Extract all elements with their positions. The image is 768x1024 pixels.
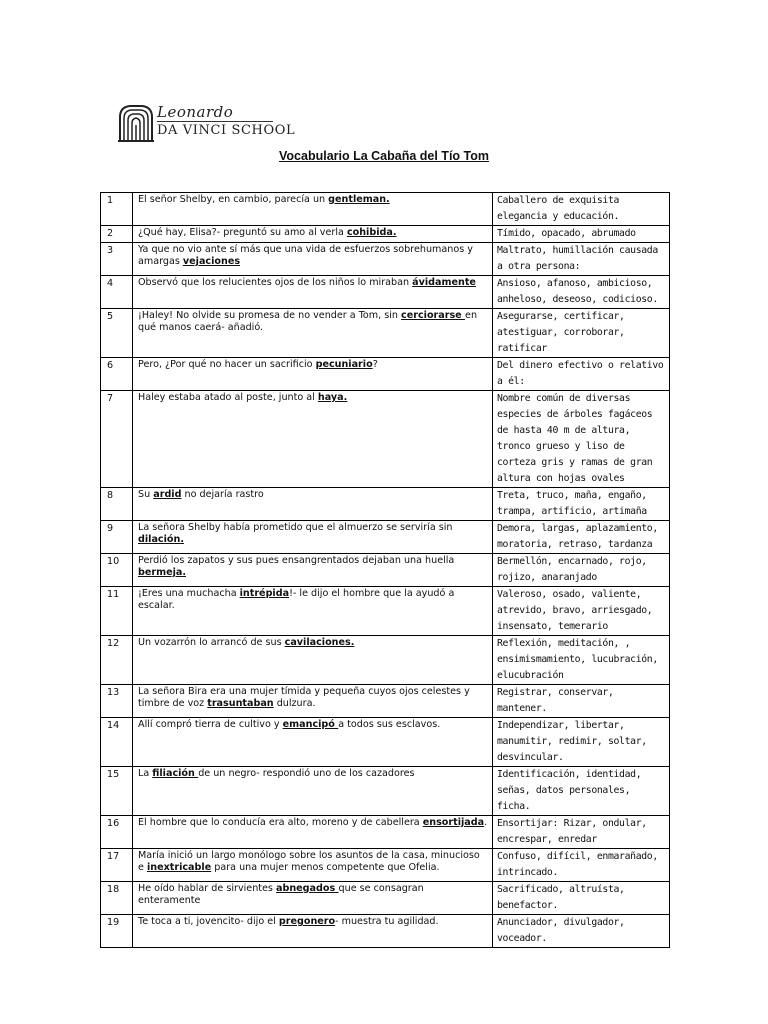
vocabulary-word: ensortijada — [422, 817, 485, 828]
table-row — [101, 554, 670, 587]
row-number: 9 — [101, 521, 133, 554]
vocabulary-word: pregonero — [278, 916, 336, 927]
sentence-after: . — [484, 817, 488, 828]
example-sentence — [133, 226, 493, 243]
table-row — [101, 587, 670, 636]
sentence-before: Observó que los relucientes ojos de los niños lo miraban — [138, 277, 413, 288]
sentence-after: dulzura. — [273, 698, 316, 709]
table-row — [101, 391, 670, 488]
sentence-after: en qué manos caerá- añadió. — [138, 310, 478, 333]
vocabulary-word: gentleman. — [328, 194, 390, 205]
definition: Ensortijar: Rizar, ondular, encrespar, enredar — [493, 816, 670, 849]
example-sentence — [133, 554, 493, 587]
example-sentence — [133, 915, 493, 948]
sentence-after: no dejaría rastro — [181, 489, 264, 500]
page-title: Vocabulario La Cabaña del Tío Tom — [279, 149, 489, 163]
table-row — [101, 767, 670, 816]
example-sentence — [133, 849, 493, 882]
sentence-before: Te toca a ti, jovencito- dijo el — [138, 916, 279, 927]
row-number: 7 — [101, 391, 133, 488]
row-number: 10 — [101, 554, 133, 587]
vocabulary-word: inextricable — [146, 862, 212, 873]
example-sentence — [133, 636, 493, 685]
example-sentence — [133, 521, 493, 554]
row-number: 8 — [101, 488, 133, 521]
school-logo — [117, 103, 317, 147]
sentence-before: La señora Bira era una mujer tímida y pequeña cuyos ojos celestes y timbre de voz — [138, 686, 470, 709]
vocabulary-word: trasuntaban — [207, 698, 274, 709]
example-sentence — [133, 767, 493, 816]
definition: Asegurarse, certificar, atestiguar, corroborar, ratificar — [493, 309, 670, 358]
table-row — [101, 488, 670, 521]
sentence-before: ¿Qué hay, Elisa?- preguntó su amo al verla — [138, 227, 347, 238]
sentence-after: ? — [372, 359, 378, 370]
row-number: 15 — [101, 767, 133, 816]
example-sentence — [133, 882, 493, 915]
vocabulary-word: intrépida — [239, 588, 290, 599]
row-number: 14 — [101, 718, 133, 767]
sentence-before: El señor Shelby, en cambio, parecía un — [138, 194, 329, 205]
example-sentence — [133, 391, 493, 488]
sentence-before: El hombre que lo conducía era alto, moreno y de cabellera — [138, 817, 423, 828]
definition: Tímido, opacado, abrumado — [493, 226, 670, 243]
table-row — [101, 718, 670, 767]
vocabulary-word: ávidamente — [412, 277, 476, 288]
vocabulary-word: pecuniario — [315, 359, 373, 370]
table-row — [101, 358, 670, 391]
table-row — [101, 816, 670, 849]
vocabulary-word: dilación. — [138, 534, 184, 545]
row-number: 13 — [101, 685, 133, 718]
logo-script-text: Leonardo — [157, 103, 234, 121]
row-number: 6 — [101, 358, 133, 391]
table-row — [101, 309, 670, 358]
logo-school-name: DA VINCI SCHOOL — [157, 123, 296, 138]
sentence-before: Haley estaba atado al poste, junto al — [138, 392, 318, 403]
vocabulary-word: cerciorarse — [401, 310, 466, 321]
example-sentence — [133, 816, 493, 849]
row-number: 2 — [101, 226, 133, 243]
logo-divider — [157, 121, 273, 122]
definition: Demora, largas, aplazamiento, moratoria, retraso, tardanza — [493, 521, 670, 554]
row-number: 4 — [101, 276, 133, 309]
definition: Registrar, conservar, mantener. — [493, 685, 670, 718]
table-row — [101, 276, 670, 309]
vocabulary-word: cavilaciones. — [284, 637, 355, 648]
table-row — [101, 226, 670, 243]
vocabulary-word: emancipó — [282, 719, 339, 730]
row-number: 1 — [101, 193, 133, 226]
sentence-after: !- le dijo el hombre que la ayudó a escalar. — [138, 588, 455, 611]
sentence-after: para una mujer menos competente que Ofelia. — [211, 862, 440, 873]
table-row — [101, 636, 670, 685]
example-sentence — [133, 243, 493, 276]
vocabulary-word: filiación — [152, 768, 199, 779]
row-number: 3 — [101, 243, 133, 276]
sentence-before: La señora Shelby había prometido que el almuerzo se serviría sin — [138, 522, 453, 533]
table-row — [101, 521, 670, 554]
vocabulary-word: vejaciones — [182, 256, 241, 267]
definition: Del dinero efectivo o relativo a él: — [493, 358, 670, 391]
table-row — [101, 193, 670, 226]
definition: Treta, truco, maña, engaño, trampa, artificio, artimaña — [493, 488, 670, 521]
example-sentence — [133, 488, 493, 521]
definition: Reflexión, meditación, , ensimismamiento, lucubración, elucubración — [493, 636, 670, 685]
example-sentence — [133, 587, 493, 636]
sentence-before: Perdió los zapatos y sus pues ensangrentados dejaban una huella — [138, 555, 455, 566]
row-number: 17 — [101, 849, 133, 882]
definition: Caballero de exquisita elegancia y educación. — [493, 193, 670, 226]
sentence-after: a todos sus esclavos. — [338, 719, 441, 730]
example-sentence — [133, 685, 493, 718]
definition: Independizar, libertar, manumitir, redimir, soltar, desvincular. — [493, 718, 670, 767]
example-sentence — [133, 276, 493, 309]
row-number: 16 — [101, 816, 133, 849]
row-number: 5 — [101, 309, 133, 358]
table-row — [101, 915, 670, 948]
definition: Sacrificado, altruísta, benefactor. — [493, 882, 670, 915]
sentence-after: de un negro- respondió uno de los cazadores — [198, 768, 415, 779]
vocabulary-word: ardid — [153, 489, 182, 500]
sentence-after: que se consagran enteramente — [138, 883, 424, 906]
table-row — [101, 685, 670, 718]
row-number: 18 — [101, 882, 133, 915]
definition: Valeroso, osado, valiente, atrevido, bravo, arriesgado, insensato, temerario — [493, 587, 670, 636]
sentence-before: María inició un largo monólogo sobre los asuntos de la casa, minucioso e — [138, 850, 480, 873]
definition: Identificación, identidad, señas, datos personales, ficha. — [493, 767, 670, 816]
example-sentence — [133, 193, 493, 226]
row-number: 19 — [101, 915, 133, 948]
sentence-before: Allí compró tierra de cultivo y — [138, 719, 283, 730]
definition: Ansioso, afanoso, ambicioso, anheloso, deseoso, codicioso. — [493, 276, 670, 309]
definition: Anunciador, divulgador, voceador. — [493, 915, 670, 948]
sentence-before: He oído hablar de sirvientes — [138, 883, 276, 894]
sentence-before: ¡Haley! No olvide su promesa de no vender a Tom, sin — [138, 310, 402, 321]
vocabulary-word: abnegados — [276, 883, 339, 894]
sentence-before: La — [138, 768, 153, 779]
example-sentence — [133, 718, 493, 767]
sentence-before: Su — [138, 489, 154, 500]
table-row — [101, 882, 670, 915]
sentence-before: Un vozarrón lo arrancó de sus — [138, 637, 285, 648]
definition: Maltrato, humillación causada a otra persona: — [493, 243, 670, 276]
sentence-before: ¡Eres una muchacha — [138, 588, 240, 599]
vocabulary-word: haya. — [317, 392, 348, 403]
definition: Bermellón, encarnado, rojo, rojizo, anaranjado — [493, 554, 670, 587]
vocabulary-word: cohibida. — [346, 227, 397, 238]
table-row — [101, 243, 670, 276]
sentence-before: Ya que no vio ante sí más que una vida de esfuerzos sobrehumanos y amargas — [138, 244, 473, 267]
example-sentence — [133, 358, 493, 391]
table-row — [101, 849, 670, 882]
row-number: 12 — [101, 636, 133, 685]
vocabulary-table — [100, 192, 670, 948]
example-sentence — [133, 309, 493, 358]
vocabulary-word: bermeja. — [138, 567, 187, 578]
sentence-before: Pero, ¿Por qué no hacer un sacrificio — [138, 359, 316, 370]
definition: Nombre común de diversas especies de árboles fagáceos de hasta 40 m de altura, tronco grueso y liso de corteza gris y ramas de gran altura con hojas ovales — [493, 391, 670, 488]
row-number: 11 — [101, 587, 133, 636]
sentence-after: - muestra tu agilidad. — [335, 916, 439, 927]
logo-emblem-icon — [117, 103, 155, 143]
definition: Confuso, difícil, enmarañado, intrincado. — [493, 849, 670, 882]
